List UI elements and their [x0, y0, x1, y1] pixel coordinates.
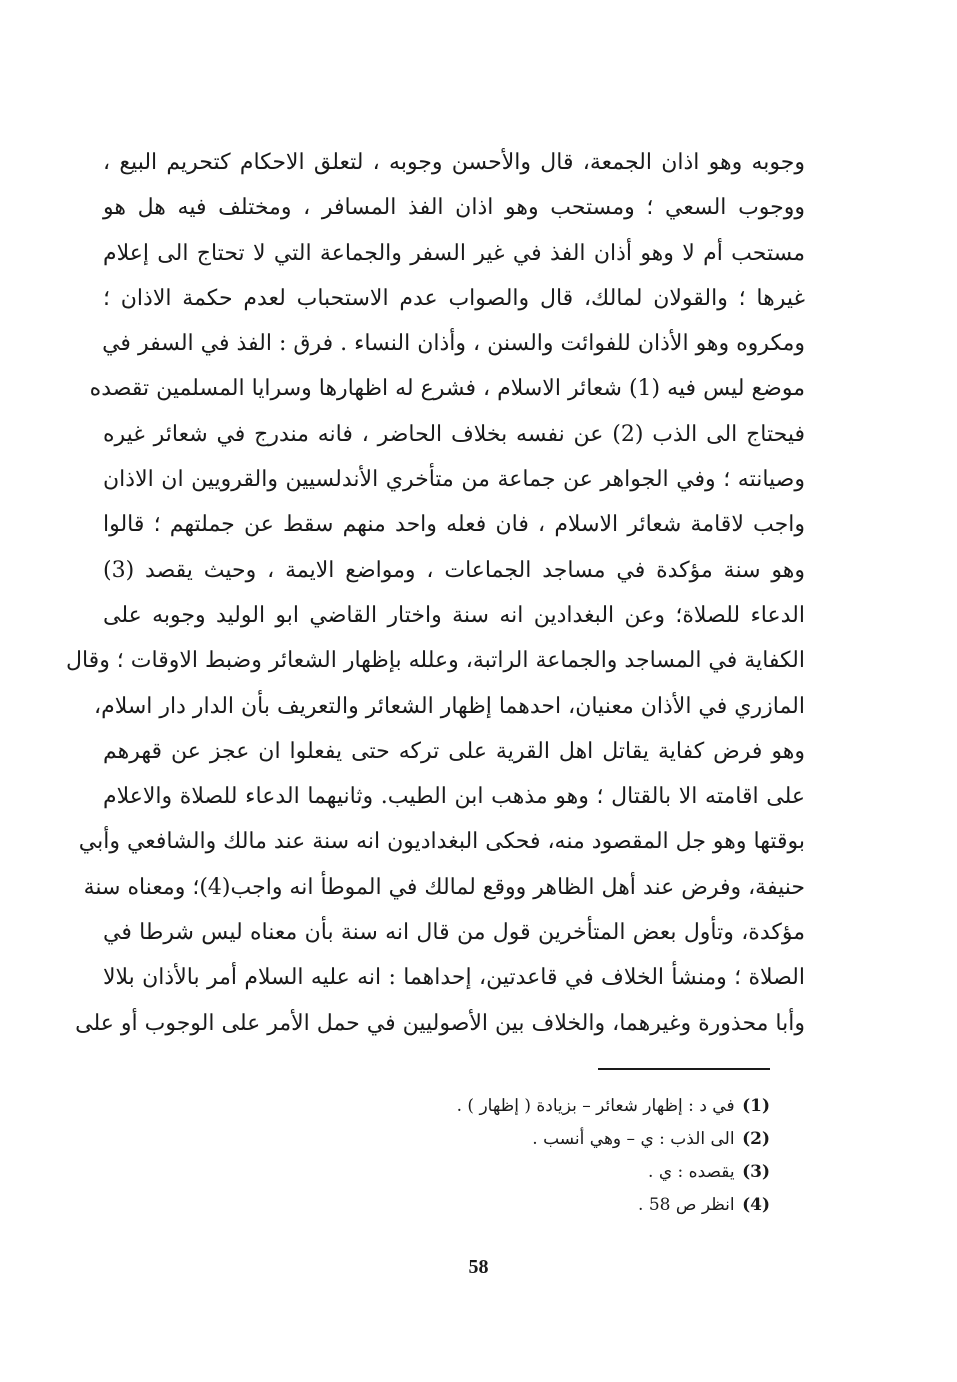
- text-line-1: وجوبه وهو اذان الجمعة، قال والأحسن وجوبه ، لتعلق الاحكام كتحريم البيع ،: [103, 150, 805, 175]
- body-text: [65, 140, 805, 1046]
- footnote-divider: [598, 1068, 770, 1070]
- footnote-item: [330, 1090, 770, 1123]
- footnote-number: (2): [742, 1129, 770, 1149]
- footnote-item: [330, 1189, 770, 1222]
- text-line-15: على اقامته الا بالقتال ؛ وهو مذهب ابن الطيب. وثانيهما الدعاء للصلاة والاعلام: [103, 784, 805, 810]
- text-line-9: واجب لاقامة شعائر الاسلام ، فان فعله واحد منهم سقط عن جملتهم ؛ قالوا: [103, 512, 805, 538]
- footnote-number: (1): [742, 1096, 770, 1116]
- text-line-17: حنيفة، وفرض عند أهل الظاهر ووقع لمالك في الموطأ انه واجب(4)؛ ومعناه سنة: [83, 874, 805, 900]
- text-line-13: المازري في الأذان معنيان، احدهما إظهار الشعائر والتعريف بأن الدار دار اسلام،: [94, 693, 805, 719]
- text-line-3: مستحب أم لا وهو أذان الفذ في غير السفر والجماعة التي لا تحتاج الى إعلام: [103, 240, 805, 266]
- text-line-6: موضع ليس فيه (1) شعائر الاسلام ، فشرع له اظهارها وسرايا المسلمين تقصده: [89, 376, 805, 402]
- footnote-text: الى الذب : ي – وهي أنسب .: [532, 1129, 735, 1149]
- text-line-12: الكفاية في المساجد والجماعة الراتبة، وعلله بإظهار الشعائر وضبط الاوقات ؛ وقال: [65, 648, 805, 674]
- text-line-16: بوقتها وهو جل المقصود منه، فحكى البغداديون انه سنة عند مالك والشافعي وأبي: [78, 829, 805, 855]
- footnote-item: [330, 1123, 770, 1156]
- footnote-text: يقصده : ي .: [648, 1162, 735, 1182]
- text-line-4: غيرها ؛ والقولان لمالك، قال والصواب عدم الاستحباب لعدم حكمة الاذان ؛: [103, 285, 805, 311]
- text-line-7: فيحتاج الى الذب (2) عن نفسه بخلاف الحاضر ، فانه مندرج في شعائر غيره: [103, 421, 805, 447]
- page-number: 58: [468, 1256, 489, 1278]
- text-line-10: وهو سنة مؤكدة في مساجد الجماعات ، ومواضع الايمة ، وحيث يقصد (3): [103, 557, 805, 583]
- text-line-8: وصيانته ؛ وفي الجواهر عن جماعة من متأخري الأندلسيين والقرويين ان الاذان: [103, 467, 805, 493]
- footnotes: [330, 1090, 770, 1222]
- text-line-20: وأبا محذورة وغيرهما، والخلاف بين الأصوليين في حمل الأمر على الوجوب أو على: [75, 1010, 805, 1036]
- footnote-text: انظر ص 58 .: [638, 1195, 735, 1215]
- text-line-5: ومكروه وهو الأذان للفوائت والسنن ، وأذان النساء . فرق : الفذ في السفر في: [102, 331, 805, 357]
- text-line-19: الصلاة ؛ ومنشأ الخلاف في قاعدتين، إحداهما : انه عليه السلام أمر بالأذان بلالا: [103, 965, 805, 991]
- footnote-number: (4): [742, 1195, 770, 1215]
- text-line-18: مؤكدة، وتأول بعض المتأخرين قول من قال انه سنة بأن معناه ليس شرطا في: [103, 920, 805, 946]
- text-line-11: الدعاء للصلاة؛ وعن البغدادين انه سنة واختار القاضي ابو الوليد وجوبه على: [103, 602, 805, 628]
- text-line-2: ووجوب السعي ؛ ومستحب وهو اذان الفذ المسافر ، ومختلف فيه هل هو: [103, 195, 805, 221]
- text-line-14: وهو فرض كفاية يقاتل اهل القرية على تركه حتى يفعلوا ان عجز عن قهرهم: [103, 738, 805, 764]
- footnote-text: في د : إظهار شعائر – بزيادة ( إظهار ) .: [456, 1096, 735, 1116]
- footnote-item: [330, 1156, 770, 1189]
- footnote-number: (3): [742, 1162, 770, 1182]
